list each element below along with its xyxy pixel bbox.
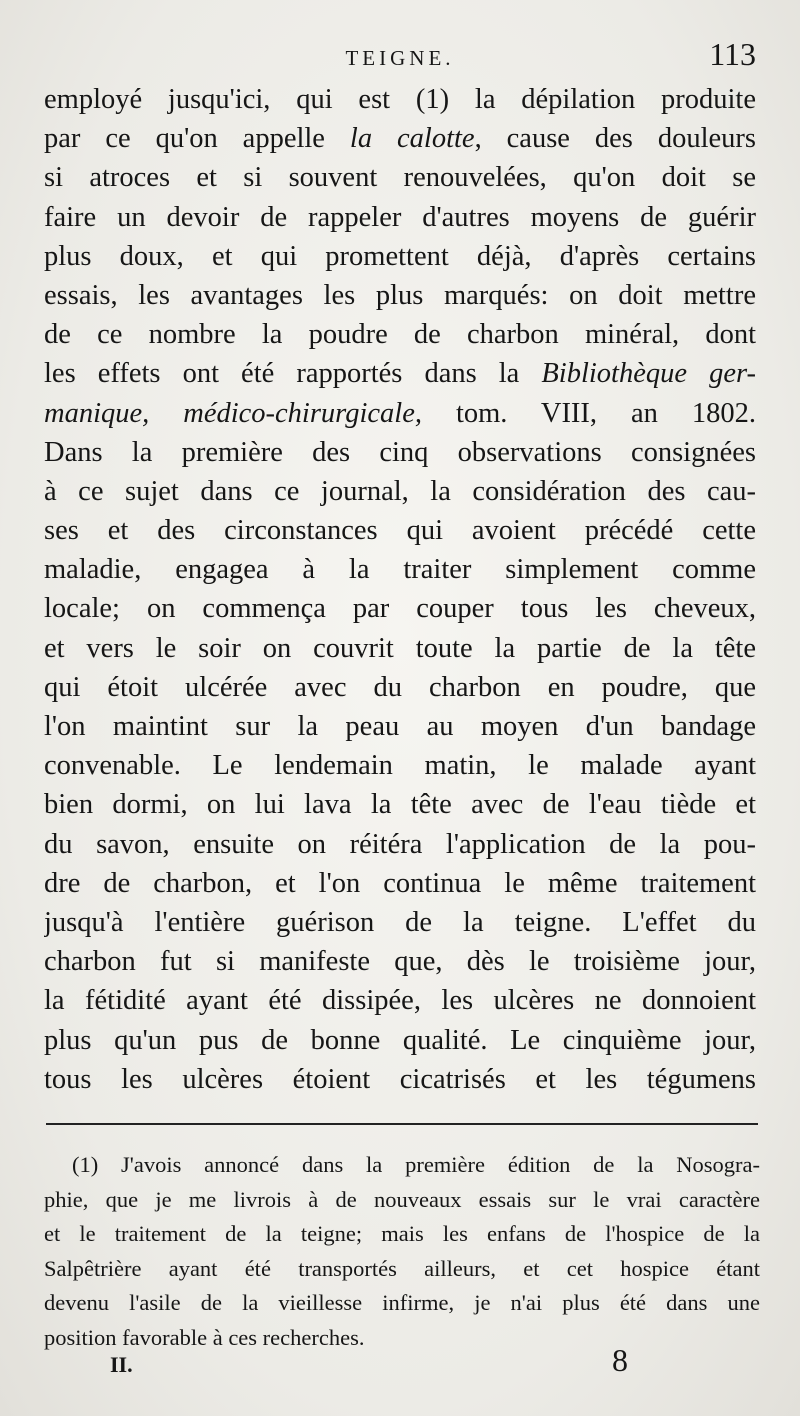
body-line: essais, les avantages les plus marqués: on doit mettre: [44, 279, 756, 311]
body-line: la fétidité ayant été dissipée, les ulcères ne donnoient: [44, 985, 756, 1017]
body-text-segment: les effets ont été rapportés dans la: [44, 358, 542, 390]
page-header: [44, 36, 756, 80]
body-line: plus qu'un pus de bonne qualité. Le cinquième jour,: [44, 1024, 756, 1056]
italic-title: la calotte: [349, 123, 475, 155]
footnote-line: devenu l'asile de la vieillesse infirme, je n'ai plus été dans une: [44, 1290, 760, 1315]
gathering-signature: 8: [612, 1342, 628, 1378]
italic-title: Bibliothèque ger-: [541, 358, 756, 390]
footnote-line: position favorable à ces recherches.: [44, 1324, 365, 1350]
body-line: [44, 354, 756, 393]
page-number: 113: [709, 36, 756, 72]
footnote-line: (1) J'avois annoncé dans la première édition de la Nosogra-: [72, 1152, 760, 1177]
body-text-segment: tom. VIII, an 1802.: [421, 397, 756, 429]
body-text-segment: , cause des douleurs: [474, 123, 756, 155]
body-line: et vers le soir on couvrit toute la partie de la tête: [44, 632, 756, 664]
body-line: jusqu'à l'entière guérison de la teigne. L'effet du: [44, 906, 756, 938]
body-line: de ce nombre la poudre de charbon minéral, dont: [44, 319, 756, 351]
body-line: [44, 119, 756, 158]
body-line: à ce sujet dans ce journal, la considération des cau-: [44, 475, 756, 507]
body-line: Dans la première des cinq observations consignées: [44, 436, 756, 468]
body-line: tous les ulcères étoient cicatrisés et les tégumens: [44, 1063, 756, 1095]
body-line: plus doux, et qui promettent déjà, d'après certains: [44, 240, 756, 272]
body-line: charbon fut si manifeste que, dès le troisième jour,: [44, 946, 756, 978]
body-line: qui étoit ulcérée avec du charbon en poudre, que: [44, 671, 756, 703]
body-line: dre de charbon, et l'on continua le même traitement: [44, 867, 756, 899]
volume-signature: II.: [110, 1352, 133, 1377]
body-line: bien dormi, on lui lava la tête avec de l'eau tiède et: [44, 789, 756, 821]
footnote-line: phie, que je me livrois à de nouveaux essais sur le vrai caractère: [44, 1186, 760, 1212]
running-title: TEIGNE.: [345, 46, 455, 70]
body-line: ses et des circonstances qui avoient précédé cette: [44, 515, 756, 547]
footnote-line: Salpêtrière ayant été transportés ailleurs, et cet hospice étant: [44, 1255, 760, 1281]
footnote: [44, 1148, 760, 1355]
body-line: locale; on commença par couper tous les cheveux,: [44, 593, 756, 625]
body-line: si atroces et si souvent renouvelées, qu'on doit se: [44, 162, 756, 194]
body-line: employé jusqu'ici, qui est (1) la dépilation produite: [44, 84, 756, 115]
body-line: [44, 394, 756, 433]
italic-title: manique, médico-chirurgicale,: [44, 397, 422, 429]
body-text: [44, 80, 756, 1099]
body-line: l'on maintint sur la peau au moyen d'un bandage: [44, 711, 756, 742]
footnote-separator: [46, 1123, 758, 1125]
footnote-line: et le traitement de la teigne; mais les enfans de l'hospice de la: [44, 1221, 760, 1246]
body-line: convenable. Le lendemain matin, le malade ayant: [44, 750, 756, 782]
body-line: faire un devoir de rappeler d'autres moyens de guérir: [44, 201, 756, 233]
body-line: maladie, engagea à la traiter simplement comme: [44, 554, 756, 586]
body-text-segment: par ce qu'on appelle: [44, 123, 350, 155]
body-line: du savon, ensuite on réitéra l'application de la pou-: [44, 828, 756, 860]
